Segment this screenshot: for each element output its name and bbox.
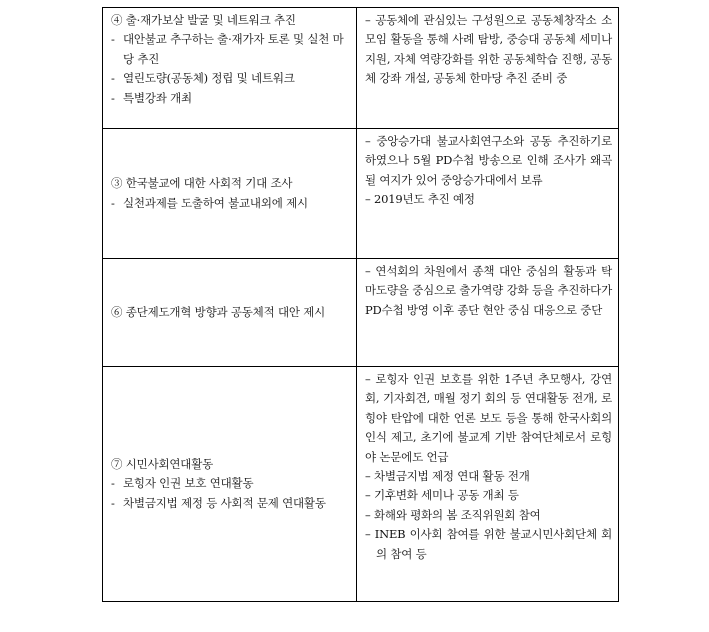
result-item: – 공동체에 관심있는 구성원으로 공동체창작소 소모임 활동을 통해 사례 탐방, 중승대 공동체 세미나 지원, 자체 역량강화를 위한 공동체학습 진행, 공동체 강좌 개설, 공동체 한마당 추진 준비 중 [365,13,612,86]
result-cell [357,367,619,602]
result-item: – 로힝자 인권 보호를 위한 1주년 추모행사, 강연회, 기자회견, 매월 정기 회의 등 연대활동 전개, 로힝야 탄압에 대한 언론 보도 등을 통해 한국사회의 인식 제고, 초기에 불교계 기반 참여단체로서 로힝야 논문에도 언급 [365,372,612,464]
task-cell [103,129,357,259]
task-item-text: 실천과제를 도출하여 불교내외에 제시 [123,195,308,210]
table-row [103,367,619,602]
task-cell [103,259,357,367]
table-row [103,259,619,367]
task-heading: ③ 한국불교에 대한 사회적 기대 조사 [111,176,293,191]
task-item [111,69,350,88]
result-item: – 2019년도 추진 예정 [365,192,475,207]
result-cell [357,259,619,367]
task-cell [103,367,357,602]
dash-marker: - [111,495,115,510]
result-item: – 기후변화 세미나 공동 개최 등 [365,488,519,503]
table-row [103,129,619,259]
activity-table [102,7,619,602]
task-item-text: 차별금지법 제정 등 사회적 문제 연대활동 [123,495,326,510]
task-cell [103,8,357,129]
result-item: – 중앙승가대 불교사회연구소와 공동 추진하기로 하였으나 5월 PD수첩 방송으로 인해 조사가 왜곡될 여지가 있어 중앙승가대에서 보류 [365,134,612,187]
task-item-text: 특별강좌 개최 [123,90,192,105]
result-cell [357,8,619,129]
result-item: – 화해와 평화의 봄 조직위원회 참여 [365,507,541,522]
dash-marker: - [111,90,115,105]
result-item: – 차별금지법 제정 연대 활동 전개 [365,469,530,484]
task-heading: ④ 출·재가보살 발굴 및 네트워크 추진 [111,13,296,27]
dash-marker: - [111,71,115,86]
result-item: – 연석회의 차원에서 종책 대안 중심의 활동과 탁마도량을 중심으로 출가역량 강화 등을 추진하다가 PD수첩 방영 이후 종단 현안 중심 대응으로 중단 [365,264,612,317]
task-item [111,194,350,213]
dash-marker: - [111,476,115,491]
task-item [111,494,350,513]
task-item [111,30,350,69]
dash-marker: - [111,195,115,210]
result-item: – INEB 이사회 참여를 위한 불교시민사회단체 회의 참여 등 [365,527,612,561]
table-row [103,8,619,129]
task-item [111,474,350,493]
task-heading: ⑦ 시민사회연대활동 [111,456,214,471]
task-heading: ⑥ 종단제도개혁 방향과 공동체적 대안 제시 [111,304,326,319]
task-item-text: 로힝자 인권 보호 연대활동 [123,476,254,491]
task-item [111,89,350,108]
task-item-text: 대안불교 추구하는 출·재가자 토론 및 실천 마당 추진 [123,32,344,66]
task-item-text: 열린도량(공동체) 정립 및 네트워크 [123,71,295,86]
result-cell [357,129,619,259]
dash-marker: - [111,32,115,47]
